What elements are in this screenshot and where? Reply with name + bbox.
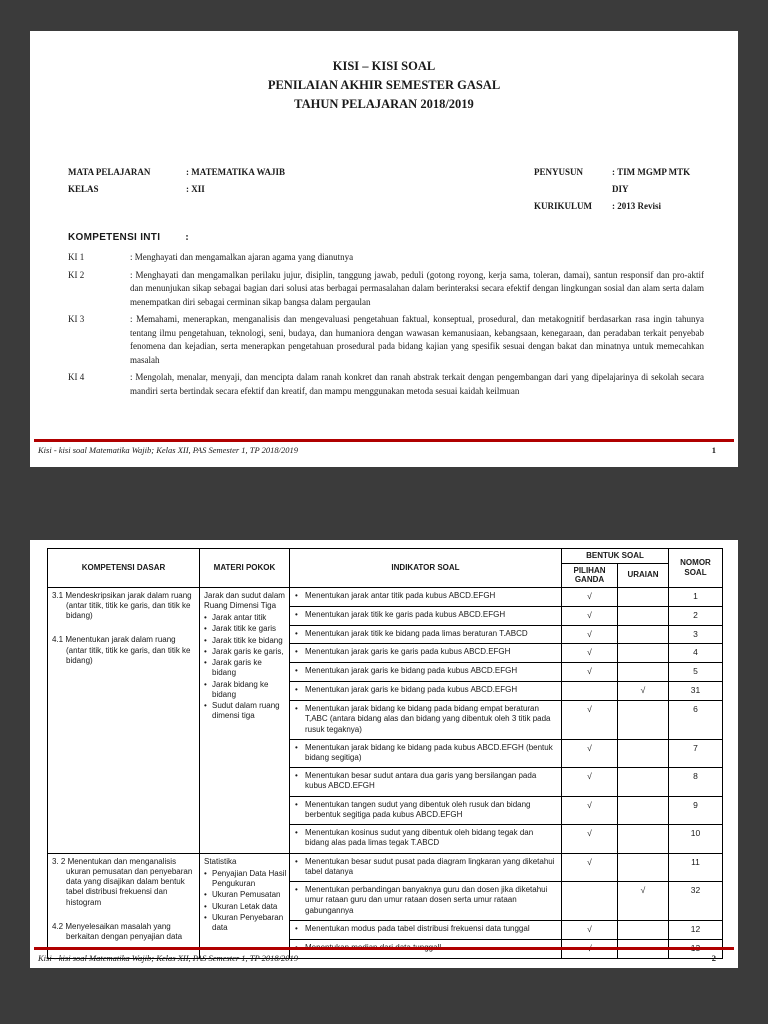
header-bentuk-soal: BENTUK SOAL xyxy=(562,549,669,564)
mata-pelajaran-label: MATA PELAJARAN xyxy=(68,167,151,177)
page-number: 2 xyxy=(711,953,716,963)
header-indikator-soal: INDIKATOR SOAL xyxy=(290,549,562,588)
uraian-check xyxy=(618,587,669,606)
kd-4-1: 4.1 Menentukan jarak dalam ruang (antar titik, titik ke garis, dan titik ke bidang) xyxy=(52,635,191,665)
indikator-cell xyxy=(290,625,562,644)
ki-1-text: : Menghayati dan mengamalkan ajaran agama yang dianutnya xyxy=(130,252,354,262)
pilihan-ganda-check: √ xyxy=(562,939,618,958)
pilihan-ganda-check: √ xyxy=(562,587,618,606)
indikator-text: Menentukan jarak titik ke garis pada kubus ABCD.EFGH xyxy=(305,609,506,619)
pilihan-ganda-check: √ xyxy=(562,796,618,824)
materi-bullet: • Jarak bidang ke bidang xyxy=(204,680,287,700)
indikator-text: Menentukan jarak bidang ke bidang pada kubus ABCD.EFGH (bentuk bidang segitiga) xyxy=(305,742,553,762)
materi-bullet: • Ukuran Pemusatan xyxy=(204,890,287,900)
indikator-cell xyxy=(290,606,562,625)
indikator-cell xyxy=(290,796,562,824)
page-1-footer xyxy=(34,439,734,455)
uraian-check: √ xyxy=(618,682,669,701)
document-info-block xyxy=(30,164,738,215)
uraian-check xyxy=(618,701,669,740)
header-kompetensi-dasar: KOMPETENSI DASAR xyxy=(48,549,200,588)
info-row-penyusun xyxy=(534,164,702,198)
nomor-soal-value: 10 xyxy=(669,825,723,853)
uraian-check xyxy=(618,625,669,644)
pilihan-ganda-check: √ xyxy=(562,663,618,682)
indikator-text: Menentukan kosinus sudut yang dibentuk oleh bidang tegak dan bidang alas pada limas tegak T.ABCD xyxy=(305,828,534,848)
uraian-check xyxy=(618,853,669,881)
footer-double-rule xyxy=(34,439,734,442)
pilihan-ganda-check: √ xyxy=(562,825,618,853)
info-right-column xyxy=(534,164,702,215)
materi-bullet: • Ukuran Penyebaran data xyxy=(204,913,287,933)
info-row-kurikulum xyxy=(534,198,702,215)
pilihan-ganda-check: √ xyxy=(562,768,618,796)
info-left-column xyxy=(68,164,534,215)
mata-pelajaran-value: : MATEMATIKA WAJIB xyxy=(186,167,286,177)
materi-bullet: • Penyajian Data Hasil Pengukuran xyxy=(204,869,287,889)
indikator-text: Menentukan jarak titik ke bidang pada limas beraturan T.ABCD xyxy=(305,628,528,638)
indikator-cell xyxy=(290,920,562,939)
uraian-check xyxy=(618,663,669,682)
uraian-check xyxy=(618,644,669,663)
nomor-soal-value: 4 xyxy=(669,644,723,663)
kompetensi-inti-heading-row xyxy=(30,232,738,243)
indikator-cell xyxy=(290,587,562,606)
document-page-2 xyxy=(30,540,738,968)
materi-bullet: • Jarak garis ke bidang xyxy=(204,658,287,678)
indikator-text: Menentukan jarak garis ke garis pada kubus ABCD.EFGH xyxy=(305,647,511,657)
ki-2-label: KI 2 xyxy=(68,269,85,280)
footer-row xyxy=(34,445,734,455)
ki-item-2 xyxy=(68,269,704,310)
indikator-cell xyxy=(290,825,562,853)
indikator-cell xyxy=(290,768,562,796)
indikator-text: Menentukan besar sudut pusat pada diagram lingkaran yang diketahui tabel datanya xyxy=(305,856,555,876)
ki-item-4 xyxy=(68,371,704,398)
indikator-cell xyxy=(290,663,562,682)
table-header-row-1 xyxy=(48,549,723,564)
nomor-soal-value: 2 xyxy=(669,606,723,625)
penyusun-label: PENYUSUN xyxy=(534,167,584,177)
footer-double-rule xyxy=(34,947,734,950)
nomor-soal-value: 6 xyxy=(669,701,723,740)
materi-bullet: • Sudut dalam ruang dimensi tiga xyxy=(204,701,287,721)
materi-cell-group-1 xyxy=(200,587,290,853)
ki-1-label: KI 1 xyxy=(68,252,85,262)
uraian-check xyxy=(618,606,669,625)
nomor-soal-value: 7 xyxy=(669,739,723,767)
kelas-value: : XII xyxy=(186,184,205,194)
nomor-soal-value: 11 xyxy=(669,853,723,881)
kd-cell-group-1 xyxy=(48,587,200,853)
document-title xyxy=(30,31,738,114)
title-line-3: TAHUN PELAJARAN 2018/2019 xyxy=(294,97,474,111)
kelas-label: KELAS xyxy=(68,184,99,194)
info-row-mata-pelajaran xyxy=(68,164,534,181)
uraian-check xyxy=(618,796,669,824)
pilihan-ganda-check xyxy=(562,682,618,701)
header-materi-pokok: MATERI POKOK xyxy=(200,549,290,588)
kisi-kisi-table xyxy=(47,548,723,959)
ki-3-label: KI 3 xyxy=(68,314,85,324)
materi-bullet: • Jarak titik ke garis xyxy=(204,624,287,634)
pilihan-ganda-check: √ xyxy=(562,739,618,767)
materi-bullet: • Ukuran Letak data xyxy=(204,902,287,912)
pilihan-ganda-check: √ xyxy=(562,920,618,939)
indikator-cell xyxy=(290,701,562,740)
kompetensi-inti-heading: KOMPETENSI INTI xyxy=(68,232,161,243)
kompetensi-inti-colon: : xyxy=(185,232,190,243)
kurikulum-label: KURIKULUM xyxy=(534,201,592,211)
uraian-check: √ xyxy=(618,882,669,921)
materi-bullet: • Jarak garis ke garis, xyxy=(204,647,287,657)
nomor-soal-value: 9 xyxy=(669,796,723,824)
indikator-text: Menentukan jarak bidang ke bidang pada bidang empat beraturan T,ABC (antara bidang alas dan bidang yang dibentuk oleh 3 titik pada rusuk tegaknya) xyxy=(305,704,551,734)
nomor-soal-value: 3 xyxy=(669,625,723,644)
penyusun-value: : TIM MGMP MTK DIY xyxy=(612,167,691,194)
nomor-soal-value: 8 xyxy=(669,768,723,796)
indikator-text: Menentukan modus pada tabel distribusi frekuensi data tunggal xyxy=(305,923,530,933)
pilihan-ganda-check: √ xyxy=(562,701,618,740)
title-line-2: PENILAIAN AKHIR SEMESTER GASAL xyxy=(267,78,501,92)
page-number: 1 xyxy=(711,445,716,455)
kurikulum-value: : 2013 Revisi xyxy=(612,201,661,211)
nomor-soal-value: 5 xyxy=(669,663,723,682)
footer-text: Kisi - kisi soal Matematika Wajib; Kelas XII, PAS Semester 1, TP 2018/2019 xyxy=(38,953,299,963)
nomor-soal-value: 12 xyxy=(669,920,723,939)
kompetensi-inti-list xyxy=(30,251,738,398)
ki-item-3 xyxy=(68,313,704,367)
kd-3-1: 3.1 Mendeskripsikan jarak dalam ruang (antar titik, titik ke garis, dan titik ke bidang) xyxy=(52,590,192,621)
pilihan-ganda-check: √ xyxy=(562,644,618,663)
materi-title-group-1: Jarak dan sudut dalam Ruang Dimensi Tiga xyxy=(204,590,285,611)
table-row xyxy=(48,587,723,606)
nomor-soal-value: 13 xyxy=(669,939,723,958)
materi-title-group-2: Statistika xyxy=(204,856,237,866)
uraian-check xyxy=(618,768,669,796)
materi-bullet-list xyxy=(204,613,287,721)
materi-bullet: • Jarak titik ke bidang xyxy=(204,636,287,646)
nomor-soal-value: 32 xyxy=(669,882,723,921)
indikator-text: Menentukan jarak garis ke bidang pada kubus ABCD.EFGH xyxy=(305,666,518,676)
indikator-cell xyxy=(290,853,562,881)
indikator-text: Menentukan jarak antar titik pada kubus ABCD.EFGH xyxy=(305,590,496,600)
pilihan-ganda-check xyxy=(562,882,618,921)
kd-cell-group-2 xyxy=(48,853,200,958)
uraian-check xyxy=(618,739,669,767)
table-row xyxy=(48,853,723,881)
materi-bullet: • Jarak antar titik xyxy=(204,613,287,623)
materi-cell-group-2 xyxy=(200,853,290,958)
nomor-soal-value: 31 xyxy=(669,682,723,701)
info-row-kelas xyxy=(68,181,534,198)
kd-4-2: 4.2 Menyelesaikan masalah yang berkaitan dengan penyajian data xyxy=(52,921,183,942)
ki-4-text: : Mengolah, menalar, menyaji, dan mencipta dalam ranah konkret dan ranah abstrak terkait dengan pengembangan dari yang dipelajarinya di sekolah secara mandiri serta bertindak secara efektif dan kreatif, dan mampu menggunakan metoda sesuai kaidah keilmuan xyxy=(130,372,704,396)
header-uraian: URAIAN xyxy=(618,563,669,587)
indikator-text: Menentukan perbandingan banyaknya guru dan dosen jika diketahui umur rataan guru dan umur rataan dosen serta umur rataan gabungannya xyxy=(305,885,548,915)
indikator-text: Menentukan besar sudut antara dua garis yang bersilangan pada kubus ABCD.EFGH xyxy=(305,771,537,791)
pilihan-ganda-check: √ xyxy=(562,625,618,644)
indikator-text: Menentukan tangen sudut yang dibentuk oleh rusuk dan bidang berbentuk segitiga pada kubus ABCD.EFGH xyxy=(305,799,531,819)
page-2-footer xyxy=(34,947,734,963)
nomor-soal-value: 1 xyxy=(669,587,723,606)
title-line-1: KISI – KISI SOAL xyxy=(332,59,436,73)
pilihan-ganda-check: √ xyxy=(562,853,618,881)
pilihan-ganda-check: √ xyxy=(562,606,618,625)
materi-bullet-list xyxy=(204,869,287,933)
footer-text: Kisi - kisi soal Matematika Wajib; Kelas XII, PAS Semester 1, TP 2018/2019 xyxy=(38,445,299,455)
header-pilihan-ganda: PILIHAN GANDA xyxy=(562,563,618,587)
indikator-cell xyxy=(290,644,562,663)
ki-item-1 xyxy=(68,251,704,265)
indikator-cell xyxy=(290,882,562,921)
indikator-cell xyxy=(290,682,562,701)
document-page-1 xyxy=(30,31,738,467)
ki-3-text: : Memahami, menerapkan, menganalisis dan mengevaluasi pengetahuan faktual, konseptual, prosedural, dan metakognitif berdasarkan rasa ingin tahunya tentang ilmu pengetahuan, teknologi, seni, budaya, dan humaniora dengan wawasan kemanusiaan, kebangsaan, kenegaraan, dan peradaban terkait penyebab fenomena dan kejadian, serta menerapkan pengetahuan prosedural pada bidang kajian yang spesifik sesuai dengan bakat dan minatnya untuk memecahkan masalah xyxy=(130,314,704,365)
header-nomor-soal: NOMOR SOAL xyxy=(669,549,723,588)
footer-row xyxy=(34,953,734,963)
indikator-text: Menentukan jarak garis ke bidang pada kubus ABCD.EFGH xyxy=(305,685,518,695)
indikator-cell xyxy=(290,739,562,767)
uraian-check xyxy=(618,920,669,939)
indikator-text: Menentukan median dari data tunggall . xyxy=(305,942,446,952)
uraian-check xyxy=(618,825,669,853)
ki-4-label: KI 4 xyxy=(68,372,85,382)
ki-2-text: : Menghayati dan mengamalkan perilaku jujur, disiplin, tanggung jawab, peduli (gotong royong, kerja sama, toleran, damai), santun responsif dan pro-aktif dan menunjukan sikap sebagai bagian dari solusi atas berbagai permasalahan dalam berinteraksi secara efektif dengan lingkungan sosial dan alam serta dalam menempatkan diri sebagai cerminan sikap bangsa dalam pergaulan xyxy=(130,269,704,307)
kd-3-2: 3. 2 Menentukan dan menganalisis ukuran pemusatan dan penyebaran data yang disajikan dalam bentuk tabel distribusi frekuensi dan histogram xyxy=(52,856,193,907)
